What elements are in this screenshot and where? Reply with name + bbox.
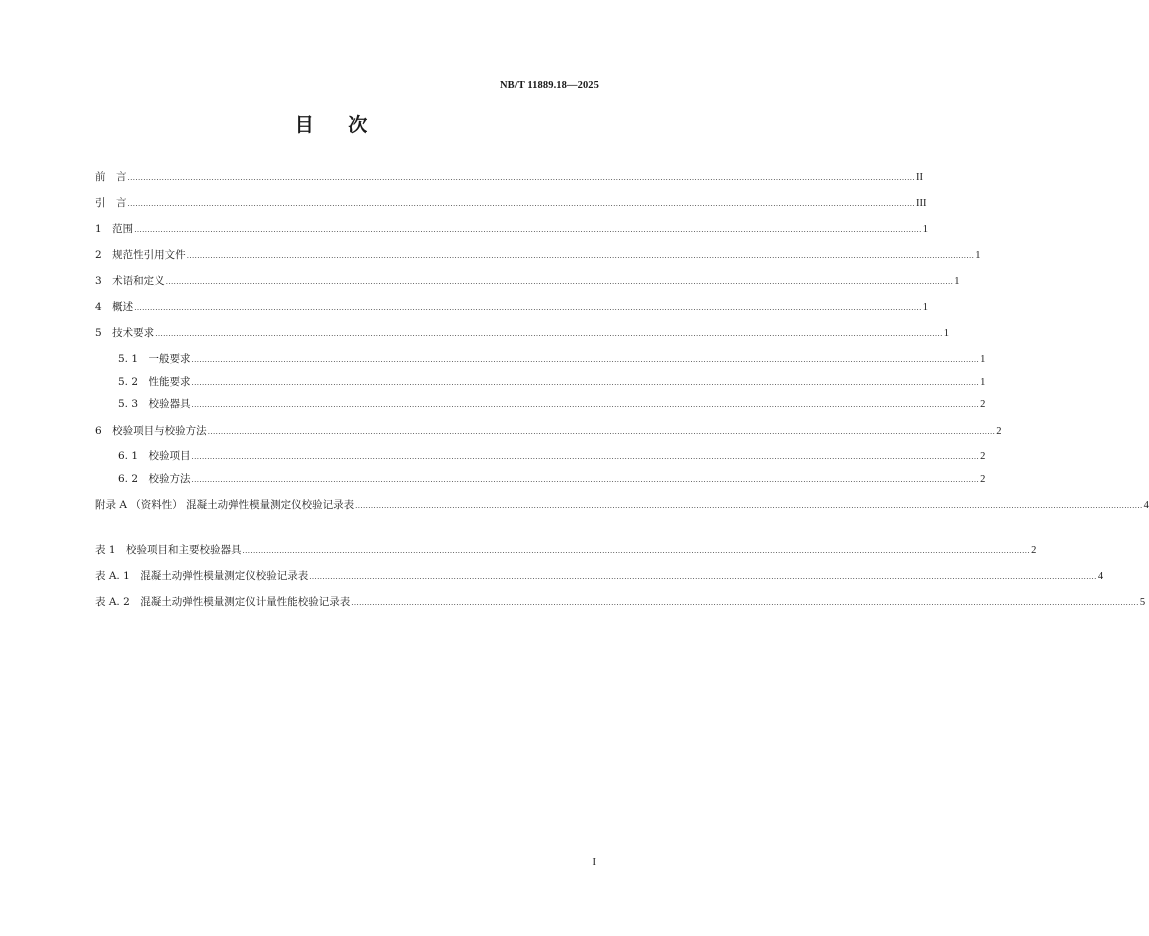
- toc-entry-6-1[interactable]: [118, 449, 986, 463]
- toc-entry-page: 1: [943, 328, 949, 339]
- toc-entry-label: 引 言: [95, 197, 127, 209]
- table-entry-label: 表 A. 1 混凝土动弹性模量测定仪校验记录表: [95, 570, 309, 582]
- toc-entry-page: II: [916, 172, 924, 183]
- toc-entry-annex-a[interactable]: [95, 498, 1149, 512]
- toc-entry-label: 6 校验项目与校验方法: [95, 425, 207, 437]
- toc-dot-leader: ............................................................................................................................................................................................................................................................................................................: [127, 200, 916, 208]
- toc-dot-leader: ............................................................................................................................................................................................................................................................................................................: [191, 379, 980, 387]
- toc-entry-1[interactable]: [95, 222, 928, 236]
- toc-dot-leader: ............................................................................................................................................................................................................................................................................................................: [191, 401, 980, 409]
- toc-entry-6-2[interactable]: [118, 472, 986, 486]
- toc-dot-leader: ............................................................................................................................................................................................................................................................................................................: [207, 428, 996, 436]
- toc-entry-label: 1 范围: [95, 223, 134, 235]
- table-entry-a1[interactable]: [95, 569, 1104, 583]
- toc-entry-6[interactable]: [95, 424, 1002, 438]
- toc-entry-3[interactable]: [95, 274, 960, 288]
- toc-entry-label: 附录 A （资料性） 混凝土动弹性模量测定仪校验记录表: [95, 499, 355, 511]
- toc-entry-5-2[interactable]: [118, 375, 986, 389]
- toc-entry-introduction[interactable]: [95, 196, 927, 210]
- table-entry-page: 4: [1097, 571, 1104, 582]
- toc-dot-leader: ............................................................................................................................................................................................................................................................................................................: [134, 226, 922, 234]
- toc-entry-foreword[interactable]: [95, 170, 924, 184]
- toc-dot-leader: ............................................................................................................................................................................................................................................................................................................: [191, 453, 980, 461]
- toc-entry-label: 4 概述: [95, 301, 134, 313]
- toc-dot-leader: ............................................................................................................................................................................................................................................................................................................: [155, 330, 943, 338]
- toc-entry-5[interactable]: [95, 326, 949, 340]
- table-entry-label: 表 A. 2 混凝土动弹性模量测定仪计量性能校验记录表: [95, 596, 351, 608]
- toc-entry-label: 前 言: [95, 171, 127, 183]
- toc-entry-page: 4: [1143, 500, 1149, 511]
- table-entry-page: 2: [1031, 545, 1037, 556]
- toc-entry-label: 3 术语和定义: [95, 275, 165, 287]
- toc-dot-leader: ............................................................................................................................................................................................................................................................................................................: [127, 174, 916, 182]
- toc-entry-label: 2 规范性引用文件: [95, 249, 186, 261]
- toc-entry-page: 1: [922, 302, 928, 313]
- toc-entry-page: 2: [980, 474, 986, 485]
- toc-entry-page: III: [916, 198, 927, 209]
- toc-dot-leader: ............................................................................................................................................................................................................................................................................................................: [186, 252, 975, 260]
- toc-entry-page: 2: [980, 399, 986, 410]
- toc-dot-leader: ............................................................................................................................................................................................................................................................................................................: [165, 278, 954, 286]
- toc-dot-leader: ............................................................................................................................................................................................................................................................................................................: [355, 502, 1143, 510]
- toc-entry-page: 2: [980, 451, 986, 462]
- toc-entry-page: 2: [996, 426, 1002, 437]
- toc-entry-4[interactable]: [95, 300, 928, 314]
- toc-dot-leader: ............................................................................................................................................................................................................................................................................................................: [242, 547, 1031, 555]
- toc-entry-label: 5. 3 校验器具: [118, 398, 191, 410]
- toc-entry-5-3[interactable]: [118, 397, 986, 411]
- toc-entry-label: 6. 2 校验方法: [118, 473, 191, 485]
- toc-dot-leader: ............................................................................................................................................................................................................................................................................................................: [191, 356, 980, 364]
- toc-entry-label: 6. 1 校验项目: [118, 450, 191, 462]
- toc-entry-page: 1: [975, 250, 981, 261]
- table-entry-a2[interactable]: [95, 595, 1146, 609]
- toc-entry-label: 5 技术要求: [95, 327, 155, 339]
- document-code: NB/T 11889.18—2025: [499, 80, 599, 91]
- toc-dot-leader: ............................................................................................................................................................................................................................................................................................................: [134, 304, 922, 312]
- toc-entry-page: 1: [954, 276, 960, 287]
- toc-entry-page: 1: [980, 354, 986, 365]
- toc-title: 目 次: [294, 114, 382, 136]
- table-entry-label: 表 1 校验项目和主要校验器具: [95, 544, 242, 556]
- toc-dot-leader: ............................................................................................................................................................................................................................................................................................................: [191, 476, 980, 484]
- toc-entry-2[interactable]: [95, 248, 981, 262]
- toc-entry-label: 5. 1 一般要求: [118, 353, 191, 365]
- toc-entry-5-1[interactable]: [118, 352, 986, 366]
- toc-entry-label: 5. 2 性能要求: [118, 376, 191, 388]
- toc-dot-leader: ............................................................................................................................................................................................................................................................................................................: [351, 599, 1139, 607]
- table-entry-1[interactable]: [95, 543, 1037, 557]
- table-entry-page: 5: [1139, 597, 1146, 608]
- toc-entry-page: 1: [922, 224, 928, 235]
- page-number: I: [592, 857, 596, 868]
- toc-dot-leader: ............................................................................................................................................................................................................................................................................................................: [309, 573, 1097, 581]
- toc-entry-page: 1: [980, 377, 986, 388]
